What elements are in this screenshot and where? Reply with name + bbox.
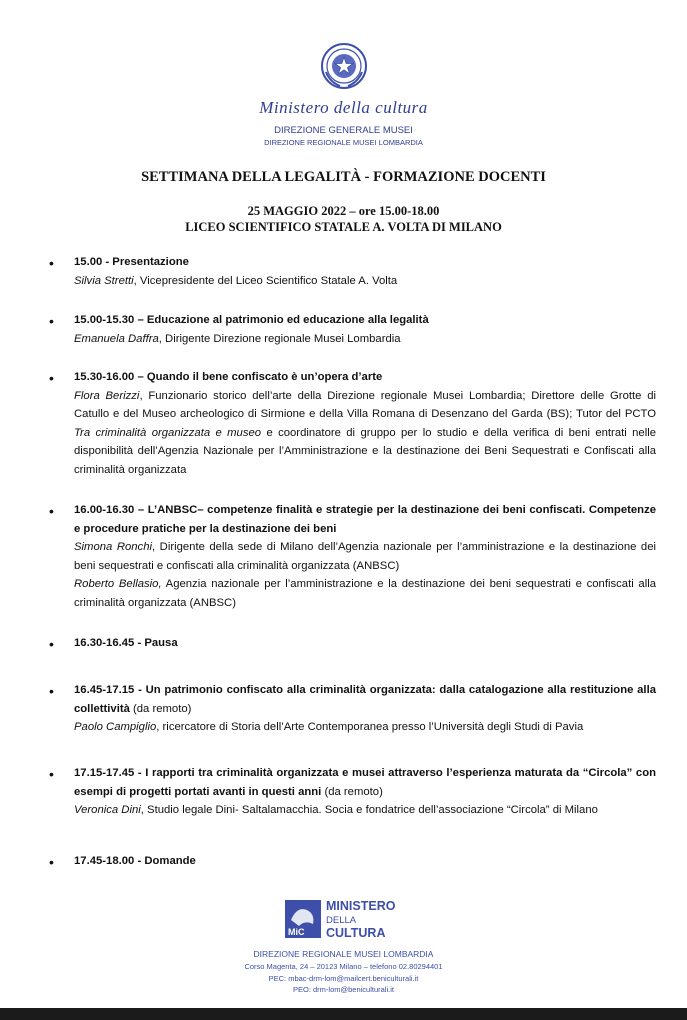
item-heading: 15.30-16.00 – Quando il bene confiscato è un’opera d’arte [74, 371, 383, 383]
program-item [74, 253, 656, 290]
bullet-icon: • [49, 854, 54, 870]
item-note: (da remoto) [321, 785, 383, 798]
item-heading: 17.15-17.45 - I rapporti tra criminalità organizzata e musei attraverso l’esperienza maturata da “Circola” con esempi di progetti portati avanti in questi anni [74, 767, 656, 798]
item-heading: 16.30-16.45 - Pausa [74, 637, 178, 649]
bullet-icon: • [49, 255, 54, 271]
speaker-role: , Studio legale Dini- Saltalamacchia. Socia e fondatrice dell’associazione “Circola” di Milano [140, 804, 598, 817]
program-item [74, 764, 656, 820]
speaker-name: Silvia Stretti [74, 274, 134, 287]
program-item [74, 852, 656, 871]
footer-pec: PEC: mbac-drm-lom@mailcert.beniculturali.it [268, 974, 419, 983]
bullet-icon: • [49, 683, 54, 699]
mic-logo [285, 900, 405, 942]
republic-emblem-icon [320, 42, 368, 90]
logo-line1: MINISTERO [326, 899, 396, 913]
ministry-name: Ministero della cultura [259, 98, 428, 117]
bullet-icon: • [49, 636, 54, 652]
bullet-icon: • [49, 370, 54, 386]
item-heading: 17.45-18.00 - Domande [74, 855, 196, 867]
speaker-role: , Dirigente Direzione regionale Musei Lombardia [158, 332, 401, 345]
item-heading: 15.00-15.30 – Educazione al patrimonio ed educazione alla legalità [74, 314, 429, 326]
logo-line2: DELLA [326, 914, 357, 926]
speaker-name: Roberto Bellasio, [74, 578, 162, 591]
event-date: 25 MAGGIO 2022 – ore 15.00-18.00 [247, 204, 440, 218]
logo-line3: CULTURA [326, 926, 386, 940]
mic-logo-mark-icon [285, 900, 321, 938]
footer-peo: PEO: drm-lom@beniculturali.it [293, 985, 394, 994]
program-item [74, 634, 656, 653]
speaker-name: Flora Berizzi [74, 389, 140, 402]
mic-logo-mark-text: MiC [288, 927, 305, 937]
speaker-role-cont: e coordinatore di gruppo per lo studio e della verifica di beni entrati nelle disponibilità dell’Agenzia Nazionale per l’Amministrazione e la destinazione dei Beni Sequestrati e Confiscati alla criminalità organizzata [74, 426, 657, 476]
page-title: SETTIMANA DELLA LEGALITÀ - FORMAZIONE DOCENTI [141, 169, 546, 185]
dr-musei-label: DIREZIONE REGIONALE MUSEI LOMBARDIA [264, 138, 423, 147]
item-heading: 16.00-16.30 – L’ANBSC– competenze finalità e strategie per la destinazione dei beni confiscati. Competenze e procedure pratiche per la destinazione dei beni [74, 504, 656, 535]
dg-musei-label: DIREZIONE GENERALE MUSEI [274, 125, 413, 136]
speaker-role: , Dirigente della sede di Milano dell’Agenzia nazionale per l’amministrazione e la destinazione dei beni sequestrati e confiscati alla criminalità organizzata (ANBSC) [74, 541, 656, 572]
program-item [74, 368, 656, 480]
speaker-role: , Vicepresidente del Liceo Scientifico Statale A. Volta [133, 274, 398, 287]
speaker-role: , Funzionario storico dell’arte della Direzione regionale Musei Lombardia; Direttore delle Grotte di Catullo e del Museo archeologico di Sirmione e della Villa Romana di Desenzano del Garda (BS); Tutor del PCTO [74, 389, 656, 421]
item-heading: 15.00 - Presentazione [74, 256, 189, 268]
event-venue: LICEO SCIENTIFICO STATALE A. VOLTA DI MILANO [185, 220, 502, 234]
course-title: Tra criminalità organizzata e museo [74, 426, 262, 439]
footer-org: DIREZIONE REGIONALE MUSEI LOMBARDIA [253, 949, 434, 959]
speaker-name: Paolo Campiglio [74, 721, 157, 734]
bullet-icon: • [49, 503, 54, 519]
footer-address: Corso Magenta, 24 – 20123 Milano – telefono 02.80294401 [244, 962, 443, 971]
item-note: (da remoto) [129, 702, 192, 715]
speaker-role: , ricercatore di Storia dell’Arte Contemporanea presso l’Università degli Studi di Pavia [156, 721, 584, 734]
program-item [74, 311, 656, 348]
mic-logo-text [326, 900, 395, 940]
program-item [74, 501, 656, 613]
speaker-role: Agenzia nazionale per l’amministrazione e la destinazione dei beni sequestrati e confiscati alla criminalità organizzata (ANBSC) [74, 578, 656, 609]
item-heading: 16.45-17.15 - Un patrimonio confiscato alla criminalità organizzata: dalla catalogazione alla restituzione alla collettività [74, 684, 656, 715]
bullet-icon: • [49, 313, 54, 329]
bottom-bar [0, 1008, 687, 1020]
speaker-name: Simona Ronchi [74, 541, 152, 554]
speaker-name: Veronica Dini [74, 804, 141, 817]
program-item [74, 681, 656, 737]
speaker-name: Emanuela Daffra [74, 332, 159, 345]
bullet-icon: • [49, 766, 54, 782]
